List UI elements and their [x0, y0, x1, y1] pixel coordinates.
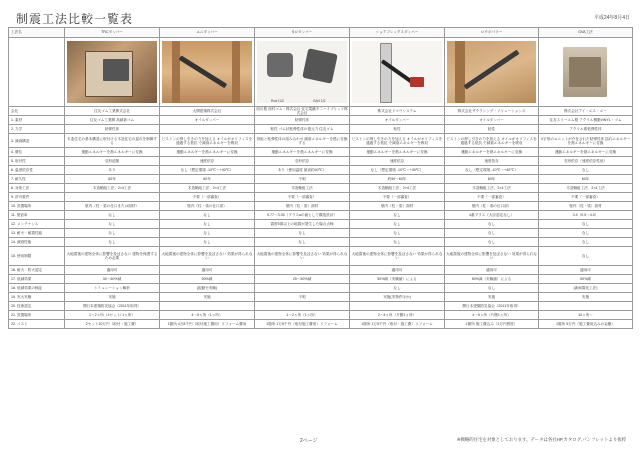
table-cell: なし — [539, 238, 633, 247]
table-cell: 壁内（柱・梁）面材 — [350, 202, 445, 211]
damper-photo-4 — [352, 41, 442, 103]
table-row — [9, 148, 633, 157]
row-label: 7. 耐久性 — [9, 175, 65, 184]
table-cell: オイルダンパー — [350, 116, 445, 125]
row-label: 20. 技術認定 — [9, 302, 65, 311]
table-cell: なし — [160, 229, 255, 238]
table-cell: 粘弾性体 — [65, 125, 160, 134]
table-cell: 適用可 — [445, 266, 539, 275]
table-row — [9, 284, 633, 293]
row-label: 8. 対象工法 — [9, 184, 65, 193]
table-cell: ピストンの押し引きの力を加える オイルがオリフィスを通過する抵抗 で減衰エネルギーを吸収 — [445, 134, 539, 148]
row-label: 1. 素材 — [9, 116, 65, 125]
table-cell: 1箇所 4万8千円（取付施工費用）リフォーム費用 — [160, 320, 255, 329]
row-label: 22. コスト — [9, 320, 65, 329]
table-cell: 適用可 — [350, 266, 445, 275]
row-label: 18. 低減効果の検証 — [9, 284, 65, 293]
row-label: 16. 耐火・防火認定 — [9, 266, 65, 275]
table-cell: 壁内（柱・梁の仕口部） — [160, 202, 255, 211]
photo-caption-left: Rod t1/2 — [271, 98, 284, 103]
table-cell: 2〜4ヵ所（片側1ヵ所） — [350, 311, 445, 320]
table-cell: 1箇所 1万5千円（取付・施工費）リフォーム — [350, 320, 445, 329]
table-cell: 60年 — [65, 175, 160, 184]
table-cell: 50%減 — [539, 275, 633, 284]
table-cell: 不要（一部審査） — [160, 193, 255, 202]
table-cell: 開日本建築防災協会（2011年取得） — [445, 302, 539, 311]
table-cell: 1箇所 5万円（施工費用込みの金額） — [539, 320, 633, 329]
page-number: 2ページ — [300, 438, 318, 444]
table-cell: なし — [539, 229, 633, 238]
table-cell: 壁内（柱・梁）面材 — [539, 202, 633, 211]
table-cell: なし — [350, 220, 445, 229]
table-cell: 大地震後の建物全体に影響を及ぼさない 効果が得られない — [445, 247, 539, 266]
table-cell: 実施 — [539, 293, 633, 302]
damper-photo-6 — [541, 41, 630, 103]
table-cell: ピストンの押し引きの力を加える オイルがオリフィスを通過する抵抗 で減衰エネルギーを吸収 — [350, 134, 445, 148]
table-row — [9, 266, 633, 275]
table-cell: なし — [350, 211, 445, 220]
row-label: 2. 力学 — [9, 125, 65, 134]
table-row — [9, 293, 633, 302]
table-row — [9, 116, 633, 125]
table-cell: 木造軸組工法 — [255, 184, 350, 193]
table-cell: (新耐震化工法) — [539, 284, 633, 293]
damper-photo-2 — [162, 41, 252, 103]
table-cell: なし — [445, 229, 539, 238]
table-cell: 運動エネルギーを熱エネルギーに変換 — [160, 148, 255, 157]
table-cell: 木造軸組工法、2×4工法 — [539, 184, 633, 193]
table-cell — [350, 302, 445, 311]
footnote: ※戦略的住宅を対象としております。データは各社HP,カタログ,パンフレットより抜粋 — [456, 437, 626, 442]
row-label: 4. 優位 — [9, 148, 65, 157]
table-cell: 粘性 — [445, 125, 539, 134]
table-cell: 木造軸組工法、2×4工法 — [350, 184, 445, 193]
header-row — [9, 28, 633, 38]
table-cell — [539, 302, 633, 311]
table-cell: ピストンの押し引きの力を加える オイルがオリフィスを通過する抵抗 で減衰エネルギーを吸収 — [160, 134, 255, 148]
table-cell: なし — [445, 238, 539, 247]
table-row — [9, 184, 633, 193]
table-cell: なし — [65, 211, 160, 220]
table-cell: 運動エネルギーを熱エネルギーに変換 — [65, 148, 160, 157]
table-cell: 運動エネルギーを熱エネルギーに変換 — [350, 148, 445, 157]
table-cell: 大地震後の建物全体に影響を及ぼさない 効果が得られない — [255, 247, 350, 266]
table-cell: なし — [65, 229, 160, 238]
table-row — [9, 275, 633, 284]
damper-photo-5 — [447, 41, 536, 103]
row-label: 10. 設置場所 — [9, 202, 65, 211]
table-cell: オイルダンパー — [445, 116, 539, 125]
table-cell: なし — [350, 238, 445, 247]
table-cell: 粘性 — [350, 125, 445, 134]
table-cell: 開日本建築防災協会（2011年取得） — [65, 302, 160, 311]
damper-photo-1 — [67, 41, 157, 103]
table-cell: 1〜2ヵ所（1セット/ 1ヵ所） — [65, 311, 160, 320]
column-header: TRCダンパー — [65, 28, 160, 38]
row-label: 5. 取付性 — [9, 157, 65, 166]
table-cell: なし — [65, 220, 160, 229]
label-header: 工法名 — [9, 28, 65, 38]
table-cell: 速度依存 — [350, 157, 445, 166]
table-cell — [65, 193, 160, 202]
column-header: ユニダンパー — [160, 28, 255, 38]
table-cell: アクリル系粘弾性体 — [539, 125, 633, 134]
row-label: 3. 減衰構造 — [9, 134, 65, 148]
damper-photo-3 — [257, 41, 347, 103]
table-cell: 30〜50%減 — [65, 275, 160, 284]
table-cell: 西川製 西村ゴム・株式会社 住宅電鐵不二ハイブリッド株式会社 — [256, 107, 348, 116]
table-cell: なし — [539, 247, 633, 266]
document-date: 平成24年8月4日 — [593, 15, 630, 21]
table-cell: 50%減（実験値）による — [350, 275, 445, 284]
table-cell: 適用可 — [160, 266, 255, 275]
table-cell: 骨組と粘弾性体の組み合わせ 減衰エネルギーを熱に変換する — [255, 134, 350, 148]
table-cell: 運動エネルギーを熱エネルギーに変換 — [539, 148, 633, 157]
table-cell: なし（想定環境 -10℃〜+40℃） — [350, 166, 445, 175]
table-cell: 変形依存 — [255, 157, 350, 166]
table-cell: あり（使用温度 最高約40℃） — [255, 166, 350, 175]
table-body — [9, 38, 633, 329]
table-cell: 壁内（柱・梁の仕口または面材） — [65, 202, 160, 211]
table-row — [9, 320, 633, 329]
table-cell: 実施 — [65, 293, 160, 302]
row-label: 11. 壁倍率 — [9, 211, 65, 220]
table-cell: 4〜5ヵ所（片側1ヵ所） — [445, 311, 539, 320]
row-label: 14. 減衰性能 — [9, 238, 65, 247]
table-cell: 2セット10万円（取付・施工費） — [65, 320, 160, 329]
table-cell: 不明 — [255, 293, 350, 302]
table-row — [9, 229, 633, 238]
photo-row — [9, 38, 633, 107]
table-cell — [255, 266, 350, 275]
table-cell: 速度依存 — [445, 157, 539, 166]
table-row — [9, 247, 633, 266]
row-label: 19. 実大実験 — [9, 293, 65, 302]
table-row — [9, 125, 633, 134]
table-cell: 速度依存 — [160, 157, 255, 166]
table-cell: 壁内（柱・梁の仕口部） — [445, 202, 539, 211]
table-cell: 変形依存（速度依存性低） — [539, 157, 633, 166]
table-cell: (振動台実験) — [160, 284, 255, 293]
table-cell: 木造軸組工法、2×4工法 — [445, 184, 539, 193]
table-cell: 3.4（0.5〜4.0） — [539, 211, 633, 220]
table-cell: 1箇所 1万8千円（取付施工費用）リフォーム — [255, 320, 350, 329]
table-cell — [160, 302, 255, 311]
table-cell: 実施 — [160, 293, 255, 302]
column-header: Sロダンパー — [255, 28, 350, 38]
table-row — [9, 193, 633, 202]
table-cell: 変形追随 — [65, 157, 160, 166]
table-row — [9, 175, 633, 184]
table-cell: なし — [160, 211, 255, 220]
table-cell — [255, 302, 350, 311]
table-cell: あり — [65, 166, 160, 175]
table-cell: 不要（一部審査） — [255, 193, 350, 202]
table-cell: 大地震後の建物全体に影響を及ぼさない 建物を保護するため必要 — [65, 247, 160, 266]
table-cell: V字形のユニットが介在された粘弾性体 揺れエネルギーを熱エネルギーに変換 — [539, 134, 633, 148]
table-cell: 粘弾性体 — [255, 116, 350, 125]
table-row — [9, 107, 633, 116]
table-cell: 震度5弱以上の地震が発生した場合点検 — [255, 220, 350, 229]
document-title: 制震工法比較一覧表 — [16, 12, 134, 26]
comparison-table — [8, 27, 633, 329]
row-label: 6. 温度依存性 — [9, 166, 65, 175]
table-cell: 大地震後の建物全体に影響を及ぼさない 効果が得られない — [160, 247, 255, 266]
table-cell: 適用可 — [65, 266, 160, 275]
table-cell: 株式会社ザクラシング・ソリューションズ — [445, 107, 539, 116]
table-cell: 不要（一部審査） — [350, 193, 445, 202]
table-cell: なし — [350, 284, 445, 293]
table-row — [9, 134, 633, 148]
row-label: 9. 許可要件 — [9, 193, 65, 202]
comparison-table-wrapper — [8, 27, 632, 329]
table-cell: 住友ゴム工業株式会社 — [65, 107, 160, 116]
table-cell: シミュレーション解析 — [65, 284, 160, 293]
table-cell: なし — [539, 220, 633, 229]
row-label: 13. 耐火・耐震性能 — [9, 229, 65, 238]
table-cell: 実施(実物件ほか) — [350, 293, 445, 302]
table-cell: 住友ゴム工業開 高減衰ゴム — [65, 116, 160, 125]
table-cell: なし — [445, 220, 539, 229]
row-label: 15. 使用制限 — [9, 247, 65, 266]
table-cell: 粘性 ゴム状粘弾性体の復元力 住友ゴム — [255, 125, 350, 134]
table-cell: 運動エネルギーを熱エネルギーに変換 — [255, 148, 350, 157]
table-cell: 0.77〜3.35（プラスαの値として構造設計） — [255, 211, 350, 220]
table-cell: 60年 — [160, 175, 255, 184]
column-header: GVA工法 — [539, 28, 633, 38]
row-label: 12. メンテナンス — [9, 220, 65, 229]
table-row — [9, 238, 633, 247]
table-cell: 木造軸組工法、2×4工法 — [160, 184, 255, 193]
table-cell: 実施 — [445, 293, 539, 302]
table-cell: 約50〜60年 — [350, 175, 445, 184]
table-cell: なし — [350, 229, 445, 238]
row-label: 21. 設置場所 — [9, 311, 65, 320]
table-row — [9, 166, 633, 175]
table-cell: 株式会社ドコウシステム — [350, 107, 445, 116]
table-cell: なし（想定環境 -10℃〜+40℃） — [445, 166, 539, 175]
table-cell: なし — [255, 229, 350, 238]
table-cell: 木造住宅の基本構造に取付ける木造住宅の揺れを制御する — [65, 134, 160, 148]
row-label: 会社 — [9, 107, 65, 116]
table-cell — [255, 284, 350, 293]
table-cell: 不要（一部審査） — [445, 193, 539, 202]
table-cell: なし — [65, 238, 160, 247]
table-cell: 不要（一部審査） — [539, 193, 633, 202]
table-cell — [160, 125, 255, 134]
table-cell: 1〜2ヵ所（1ヵ所） — [255, 311, 350, 320]
row-label: 17. 低減効果 — [9, 275, 65, 284]
table-cell: 適用可 — [539, 266, 633, 275]
table-cell: 60年 — [445, 175, 539, 184]
table-cell: なし — [255, 238, 350, 247]
table-cell: 不明 — [255, 175, 350, 184]
table-cell: 50%減（実験値）による — [445, 275, 539, 284]
table-cell: 25〜50%減 — [255, 275, 350, 284]
table-row — [9, 311, 633, 320]
table-cell: なし — [160, 220, 255, 229]
table-cell: なし（想定環境 -10℃〜+40℃） — [160, 166, 255, 175]
table-cell: なし — [160, 238, 255, 247]
table-cell: オイルダンパー — [160, 116, 255, 125]
table-row — [9, 157, 633, 166]
table-cell: 住友スリーエム製 アクリル樹脂ViNYL・ゴム — [539, 116, 633, 125]
table-cell: 株式会社アイ・エス・エー — [539, 107, 633, 116]
table-cell: なし — [539, 166, 633, 175]
table-row — [9, 302, 633, 311]
table-cell: 大地震後の建物全体に影響を及ぼさない 効果が得られない — [350, 247, 445, 266]
table-cell: 4〜5ヵ所（1ヵ所） — [160, 311, 255, 320]
table-cell: 大開建築株式会社 — [160, 107, 255, 116]
column-header: ロウボパワー — [445, 28, 539, 38]
table-row — [9, 202, 633, 211]
column-header: ショアフレックスダンパー — [350, 28, 445, 38]
table-row — [9, 211, 633, 220]
table-cell: なし — [445, 284, 539, 293]
table-cell: 50%減 — [160, 275, 255, 284]
table-cell: 10ヵ所〜 — [539, 311, 633, 320]
table-cell: 1箇所 施工費込み（1万円程度） — [445, 320, 539, 329]
photo-caption-right: GA4 1/2 — [313, 98, 326, 103]
table-cell: 木造軸組工法、2×4工法 — [65, 184, 160, 193]
table-row — [9, 220, 633, 229]
table-cell: 運動エネルギーを熱エネルギーに変換 — [445, 148, 539, 157]
table-cell: 4番プラス（大臣認定なし） — [445, 211, 539, 220]
table-cell: 60年 — [539, 175, 633, 184]
table-cell: 壁内（柱・梁）面材 — [255, 202, 350, 211]
